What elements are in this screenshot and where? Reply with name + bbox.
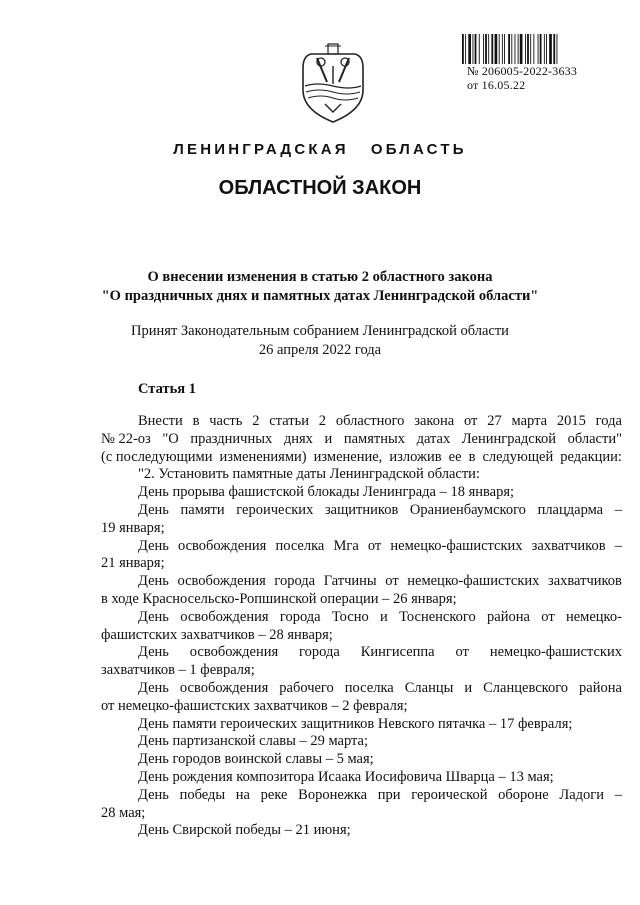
region-name: ЛЕНИНГРАДСКАЯ ОБЛАСТЬ	[173, 141, 467, 158]
body-line	[101, 466, 622, 484]
body-word: освобождения	[178, 537, 267, 554]
body-word: героической	[411, 786, 488, 803]
barcode-bar	[533, 34, 534, 64]
adoption-note	[0, 322, 640, 360]
body-word: Ладоги	[559, 786, 605, 803]
body-word: Сланцы	[404, 679, 454, 696]
body-word: Гатчины	[323, 573, 377, 590]
body-word: Внести	[138, 413, 183, 429]
body-word: освобождения	[179, 679, 269, 696]
body-word: от немецко-фашистских захватчиков – 2 февраля;	[101, 697, 408, 714]
body-word: Мга	[333, 537, 359, 554]
barcode-bar	[504, 34, 505, 64]
body-word: и	[380, 608, 388, 625]
body-word: День	[138, 644, 169, 661]
body-word: День партизанской славы – 29 марта;	[138, 733, 369, 750]
body-line	[101, 822, 622, 840]
body-word: Ораниенбаумского	[409, 501, 526, 518]
barcode-bar	[485, 34, 487, 64]
barcode-bar	[499, 34, 500, 64]
law-title	[0, 268, 640, 306]
body-line	[101, 733, 622, 751]
body-word: День	[138, 679, 169, 696]
body-word: День Свирской победы – 21 июня;	[138, 822, 351, 839]
body-word: –	[614, 501, 622, 518]
body-word: рабочего	[279, 679, 334, 696]
barcode-bar	[473, 34, 474, 64]
body-word: ее	[448, 448, 462, 465]
body-word: немецко-фашистских	[407, 573, 540, 590]
body-word: от	[385, 573, 399, 590]
law-title-line-1: О внесении изменения в статью 2 областного закона	[147, 269, 493, 285]
body-word: города	[274, 573, 316, 590]
body-word: фашистских захватчиков – 28 января;	[101, 626, 333, 643]
barcode-bar	[508, 34, 510, 64]
body-word: Воронежка	[298, 786, 368, 803]
body-word: изложив	[389, 448, 442, 465]
body-word: на	[235, 786, 250, 803]
barcode-bar	[546, 34, 547, 64]
body-word: и	[324, 430, 333, 447]
body-line	[101, 449, 622, 467]
barcode-bar	[479, 34, 480, 64]
body-word: изменение,	[313, 448, 383, 465]
body-word: –	[614, 786, 622, 803]
body-word: 27	[487, 413, 502, 429]
body-line	[101, 716, 622, 734]
body-word: от	[541, 608, 555, 625]
barcode-bar	[511, 34, 512, 64]
body-word: от	[367, 537, 382, 554]
adoption-note-line-2: 26 апреля 2022 года	[258, 342, 382, 358]
body-word: и	[464, 679, 473, 696]
body-word: № 22-оз	[101, 430, 151, 447]
body-word: немецко-	[565, 608, 622, 625]
barcode-bar	[468, 34, 471, 64]
article-body	[101, 413, 622, 840]
article-heading: Статья 1	[138, 381, 196, 397]
body-word: –	[614, 537, 622, 554]
body-word: День	[138, 537, 169, 554]
coat-of-arms-emblem	[297, 38, 369, 124]
barcode-image	[461, 34, 595, 64]
body-line	[101, 698, 622, 716]
barcode-bar	[488, 34, 489, 64]
body-word: Кингисеппа	[360, 644, 435, 661]
body-word: областного	[335, 413, 405, 429]
body-word: в ходе Красносельско-Ропшинской операции – 26 января;	[101, 590, 457, 607]
body-line	[101, 502, 622, 520]
body-word: днях	[283, 430, 313, 447]
barcode-bar	[525, 34, 526, 64]
body-word: года	[595, 413, 622, 429]
barcode-bar	[491, 34, 493, 64]
body-word: датах	[416, 430, 451, 447]
body-word: от	[455, 644, 469, 661]
body-word: редакции:	[560, 448, 622, 465]
body-line	[101, 627, 622, 645]
body-word: Тосненского	[399, 608, 476, 625]
body-word: в	[192, 413, 200, 429]
body-line	[101, 644, 622, 662]
body-word: захватчиков	[531, 537, 606, 554]
barcode-bar	[553, 34, 555, 64]
body-word: немецко-фашистских	[390, 537, 523, 554]
body-word: области"	[567, 430, 622, 447]
body-word: захватчиков – 1 февраля;	[101, 662, 255, 679]
body-word: защитников	[324, 501, 399, 518]
body-line	[101, 662, 622, 680]
barcode-bar	[502, 34, 503, 64]
body-word: в	[468, 448, 476, 465]
body-word: обороне	[498, 786, 549, 803]
body-word: поселка	[344, 679, 394, 696]
body-word: День памяти героических защитников Невского пятачка – 17 февраля;	[138, 715, 573, 732]
body-word: часть	[209, 413, 243, 429]
barcode-bar	[515, 34, 516, 64]
registration-number: № 206005-2022-3633	[467, 64, 578, 78]
body-word: (с последующими	[101, 448, 213, 465]
barcode-bar	[475, 34, 477, 64]
body-word: памятных	[343, 430, 405, 447]
body-word: День городов воинской славы – 5 мая;	[138, 751, 374, 768]
barcode-bar	[540, 34, 542, 64]
body-line	[101, 484, 622, 502]
body-word: памяти	[180, 501, 225, 518]
body-word: города	[299, 644, 340, 661]
body-word: Тосно	[331, 608, 369, 625]
body-word: немецко-фашистских	[489, 644, 622, 661]
adoption-note-line-1: Принят Законодательным собранием Ленинградской области	[131, 323, 509, 339]
body-word: 28 мая;	[101, 804, 146, 821]
body-line	[101, 573, 622, 591]
barcode-bar	[495, 34, 498, 64]
body-line	[101, 805, 622, 823]
body-word: марта	[511, 413, 548, 429]
body-word: День	[138, 786, 169, 803]
body-line	[101, 787, 622, 805]
body-word: 2	[252, 413, 260, 429]
body-word: при	[377, 786, 401, 803]
body-word: от	[463, 413, 478, 429]
body-word: района	[487, 608, 530, 625]
body-line	[101, 680, 622, 698]
body-line	[101, 769, 622, 787]
body-word: статьи	[269, 413, 309, 429]
body-word: захватчиков	[547, 573, 622, 590]
law-title-line-2: "О праздничных днях и памятных датах Ленинградской области"	[101, 288, 539, 304]
barcode-bar	[462, 34, 464, 64]
body-word: 21 января;	[101, 555, 165, 572]
body-word: реке	[260, 786, 288, 803]
body-word: плацдарма	[537, 501, 604, 518]
body-line	[101, 520, 622, 538]
body-line	[101, 751, 622, 769]
body-word: "О	[162, 430, 179, 447]
document-type: ОБЛАСТНОЙ ЗАКОН	[218, 177, 422, 199]
barcode-bar	[538, 34, 539, 64]
body-word: 19 января;	[101, 519, 165, 536]
body-word: освобождения	[189, 644, 279, 661]
body-word: следующей	[482, 448, 554, 465]
body-word: освобождения	[180, 608, 269, 625]
barcode-bar	[549, 34, 552, 64]
barcode-bar	[544, 34, 545, 64]
body-word: 2	[318, 413, 327, 429]
body-word: героических	[236, 501, 314, 518]
body-line	[101, 591, 622, 609]
barcode-bar	[527, 34, 529, 64]
body-word: День	[138, 573, 169, 590]
registration-date: от 16.05.22	[467, 78, 526, 92]
body-word: "2. Установить памятные даты Ленинградской области:	[138, 466, 480, 483]
barcode-bar	[530, 34, 531, 64]
body-word: поселка	[275, 537, 325, 554]
body-word: изменениями)	[219, 448, 307, 465]
body-word: 2015	[556, 413, 586, 429]
body-word: района	[579, 679, 622, 696]
body-word: праздничных	[190, 430, 273, 447]
body-word: День	[138, 608, 169, 625]
body-word: Сланцевского	[483, 679, 569, 696]
body-line	[101, 431, 622, 449]
barcode-bar	[518, 34, 519, 64]
body-word: города	[279, 608, 321, 625]
body-word: Ленинградской	[461, 430, 557, 447]
barcode-bar	[483, 34, 484, 64]
body-word: День прорыва фашистской блокады Ленинграда – 18 января;	[138, 484, 515, 501]
body-word: победы	[179, 786, 226, 803]
barcode-bar	[520, 34, 523, 64]
body-word: закона	[414, 413, 455, 429]
body-line	[101, 538, 622, 556]
body-line	[101, 609, 622, 627]
barcode-bar	[557, 34, 558, 64]
body-line	[101, 555, 622, 573]
body-line	[101, 413, 622, 431]
registration-info	[467, 64, 577, 92]
body-word: освобождения	[177, 573, 266, 590]
body-word: День рождения композитора Исаака Иосифовича Шварца – 13 мая;	[138, 768, 554, 785]
barcode-bar	[465, 34, 466, 64]
body-word: День	[138, 501, 169, 518]
